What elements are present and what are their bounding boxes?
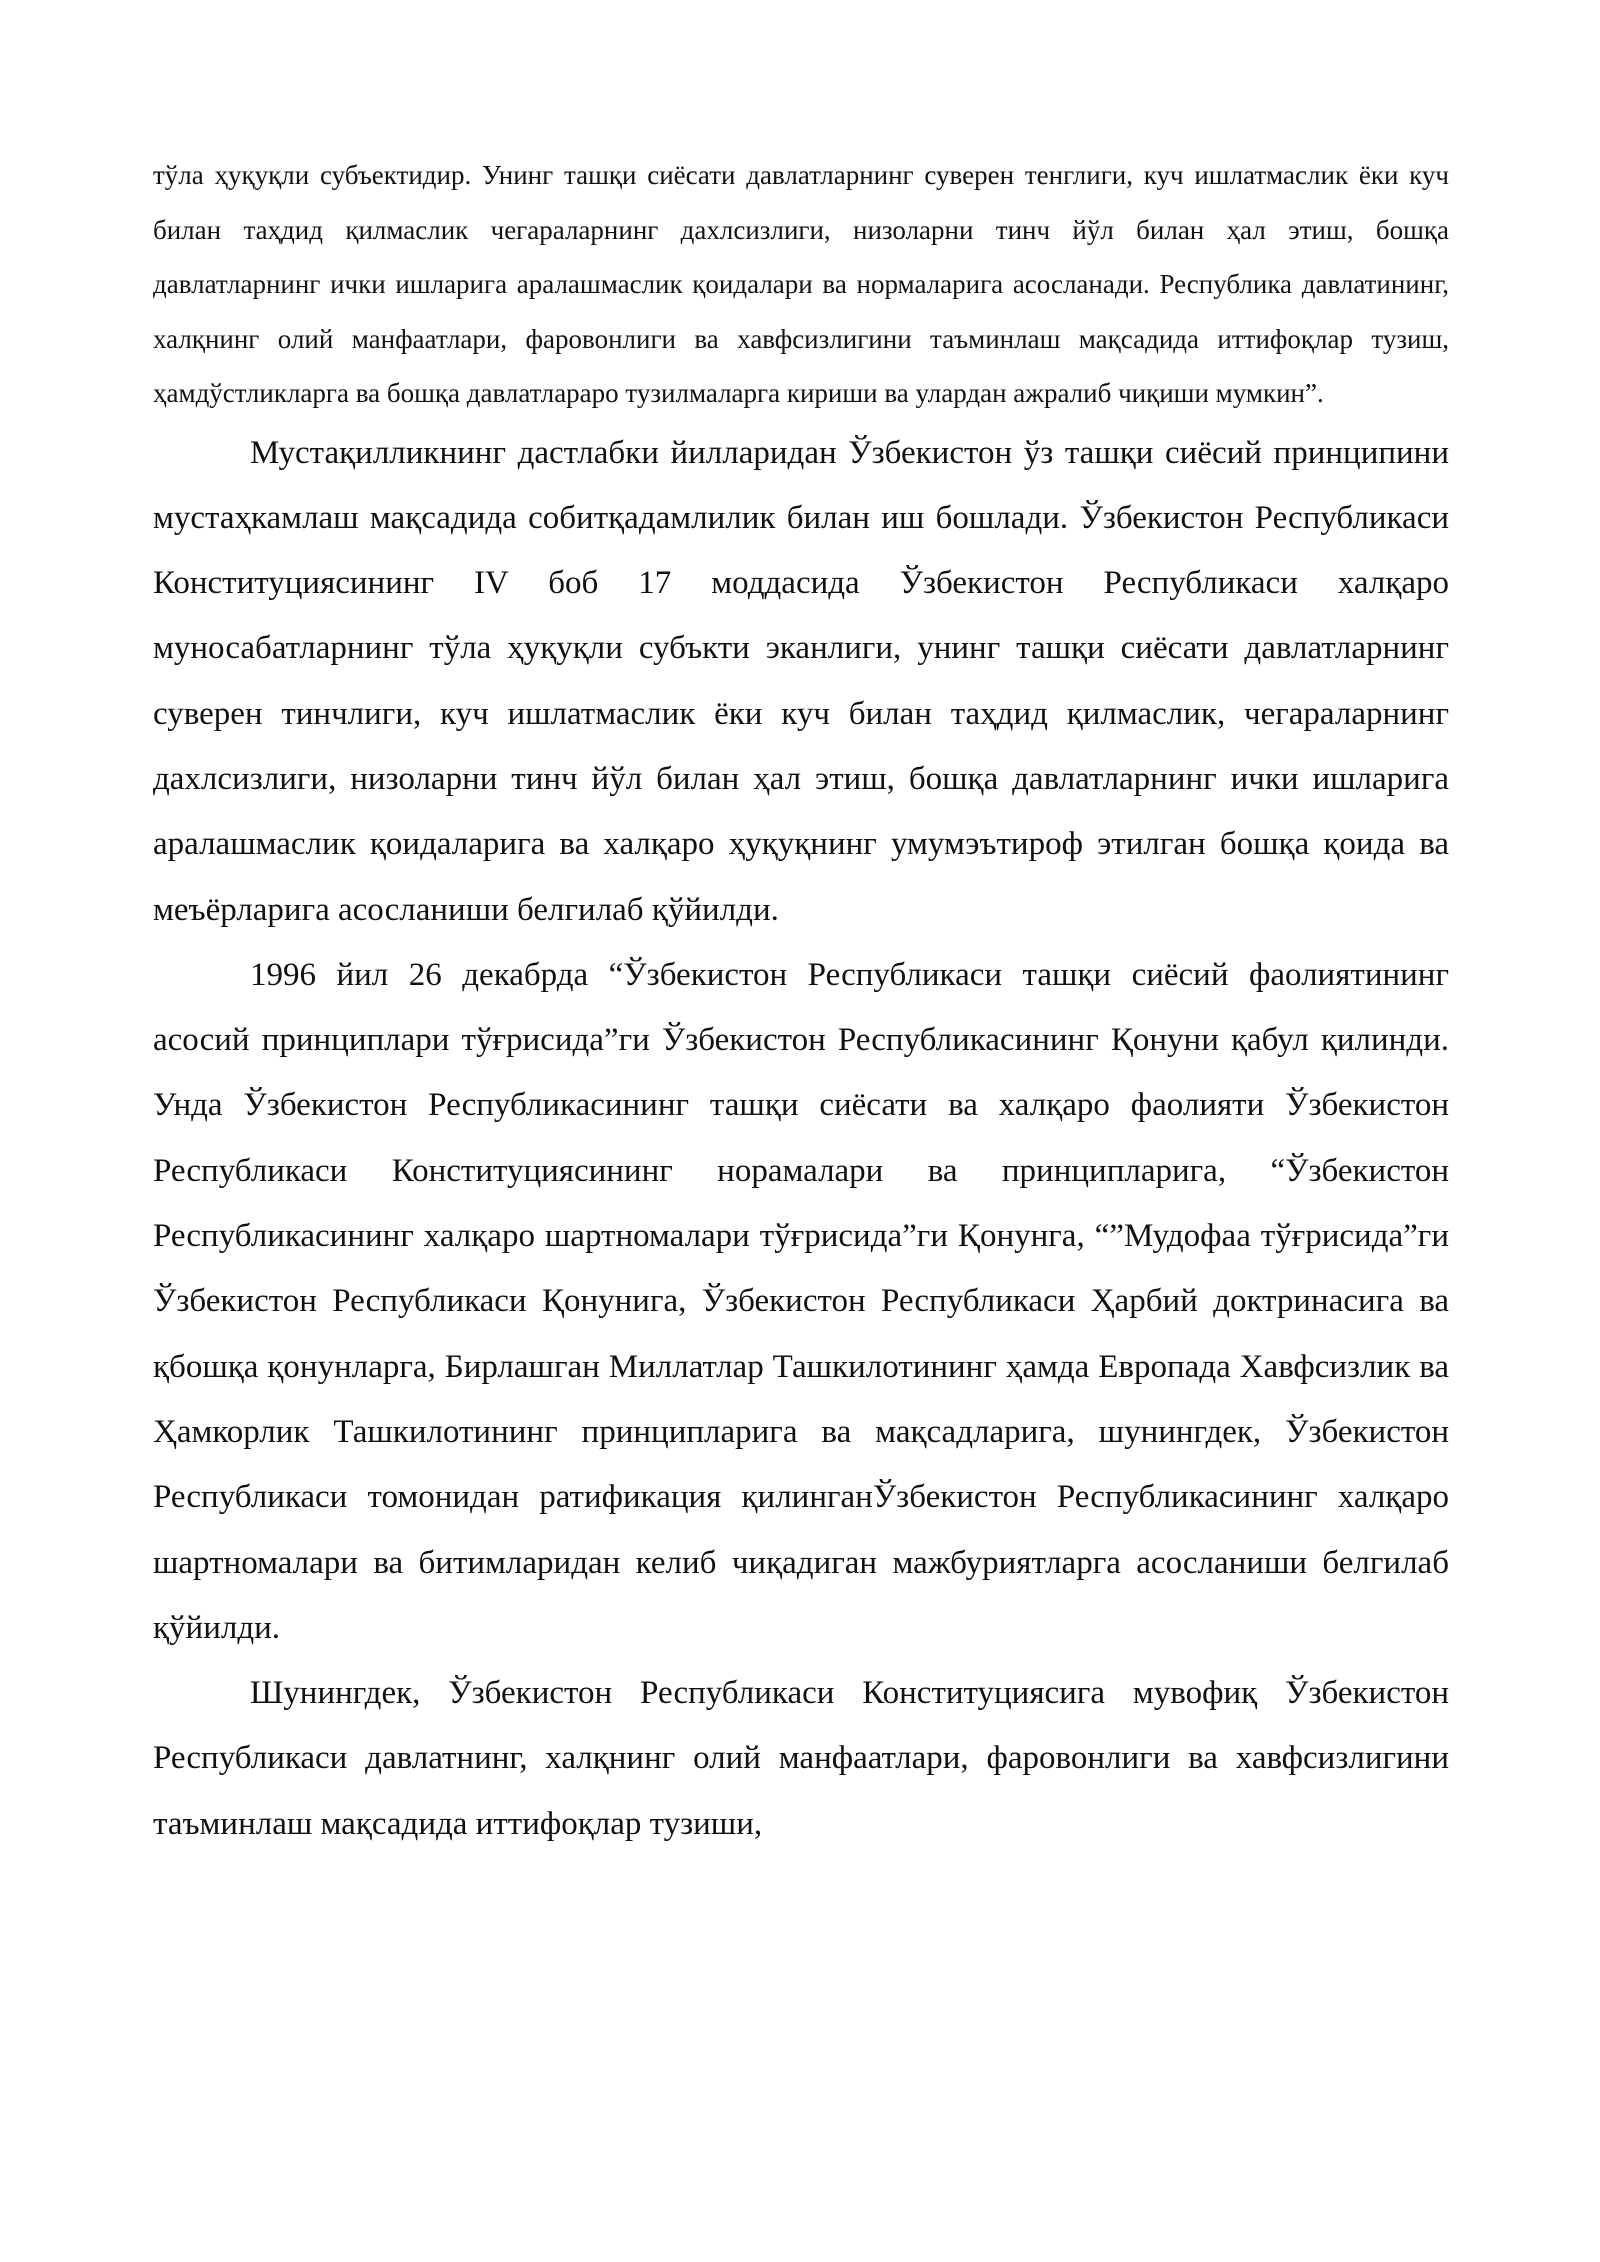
quoted-constitution-text: тўла ҳуқуқли субъектидир. Унинг ташқи сиёсати давлатларнинг суверен тенглиги, куч ишлатмаслик ёки куч билан таҳдид қилмаслик чегараларнинг дахлсизлиги, низоларни тинч йўл билан ҳал этиш, бошқа давлатларнинг ички ишларига аралашмаслик қоидалари ва нормаларига асосланади. Республика давлатининг, халқнинг олий манфаатлари, фаровонлиги ва хавфсизлигини таъминлаш мақсадида иттифоқлар тузиш, ҳамдўстликларга ва бошқа давлатлараро тузилмаларга кириши ва улардан ажралиб чиқиши мумкин”. — [153, 160, 1449, 408]
document-body — [153, 148, 1449, 1857]
paragraph-1996-law: 1996 йил 26 декабрда “Ўзбекистон Республикаси ташқи сиёсий фаолиятининг асосий принциплари тўғрисида”ги Ўзбекистон Республикасининг Қонуни қабул қилинди. Унда Ўзбекистон Республикасининг ташқи сиёсати ва халқаро фаолияти Ўзбекистон Республикаси Конституциясининг норамалари ва принципларига, “Ўзбекистон Республикасининг халқаро шартномалари тўғрисида”ги Қонунга, “”Мудофаа тўғрисида”ги Ўзбекистон Республикаси Қонунига, Ўзбекистон Республикаси Ҳарбий доктринасига ва қбошқа қонунларга, Бирлашган Миллатлар Ташкилотининг ҳамда Европада Хавфсизлик ва Ҳамкорлик Ташкилотининг принципларига ва мақсадларига, шунингдек, Ўзбекистон Республикаси томонидан ратификация қилинганЎзбекистон Республикасининг халқаро шартномалари ва битимларидан келиб чиқадиган мажбуриятларга асосланиши белгилаб қўйилди. — [153, 956, 1449, 1646]
paragraph-constitution-alliances: Шунингдек, Ўзбекистон Республикаси Конституциясига мувофиқ Ўзбекистон Республикаси давлатнинг, халқнинг олий манфаатлари, фаровонлиги ва хавфсизлигини таъминлаш мақсадида иттифоқлар тузиши, — [153, 1675, 1449, 1842]
paragraph-independence-years: Мустақилликнинг дастлабки йилларидан Ўзбекистон ўз ташқи сиёсий принципини мустаҳкамлаш мақсадида собитқадамлилик билан иш бошлади. Ўзбекистон Республикаси Конституциясининг IV боб 17 моддасида Ўзбекистон Республикаси халқаро муносабатларнинг тўла ҳуқуқли субъкти эканлиги, унинг ташқи сиёсати давлатларнинг суверен тинчлиги, куч ишлатмаслик ёки куч билан таҳдид қилмаслик, чегараларнинг дахлсизлиги, низоларни тинч йўл билан ҳал этиш, бошқа давлатларнинг ички ишларига аралашмаслик қоидаларига ва халқаро ҳуқуқнинг умумэътироф этилган бошқа қоида ва меъёрларига асосланиши белгилаб қўйилди. — [153, 434, 1449, 928]
